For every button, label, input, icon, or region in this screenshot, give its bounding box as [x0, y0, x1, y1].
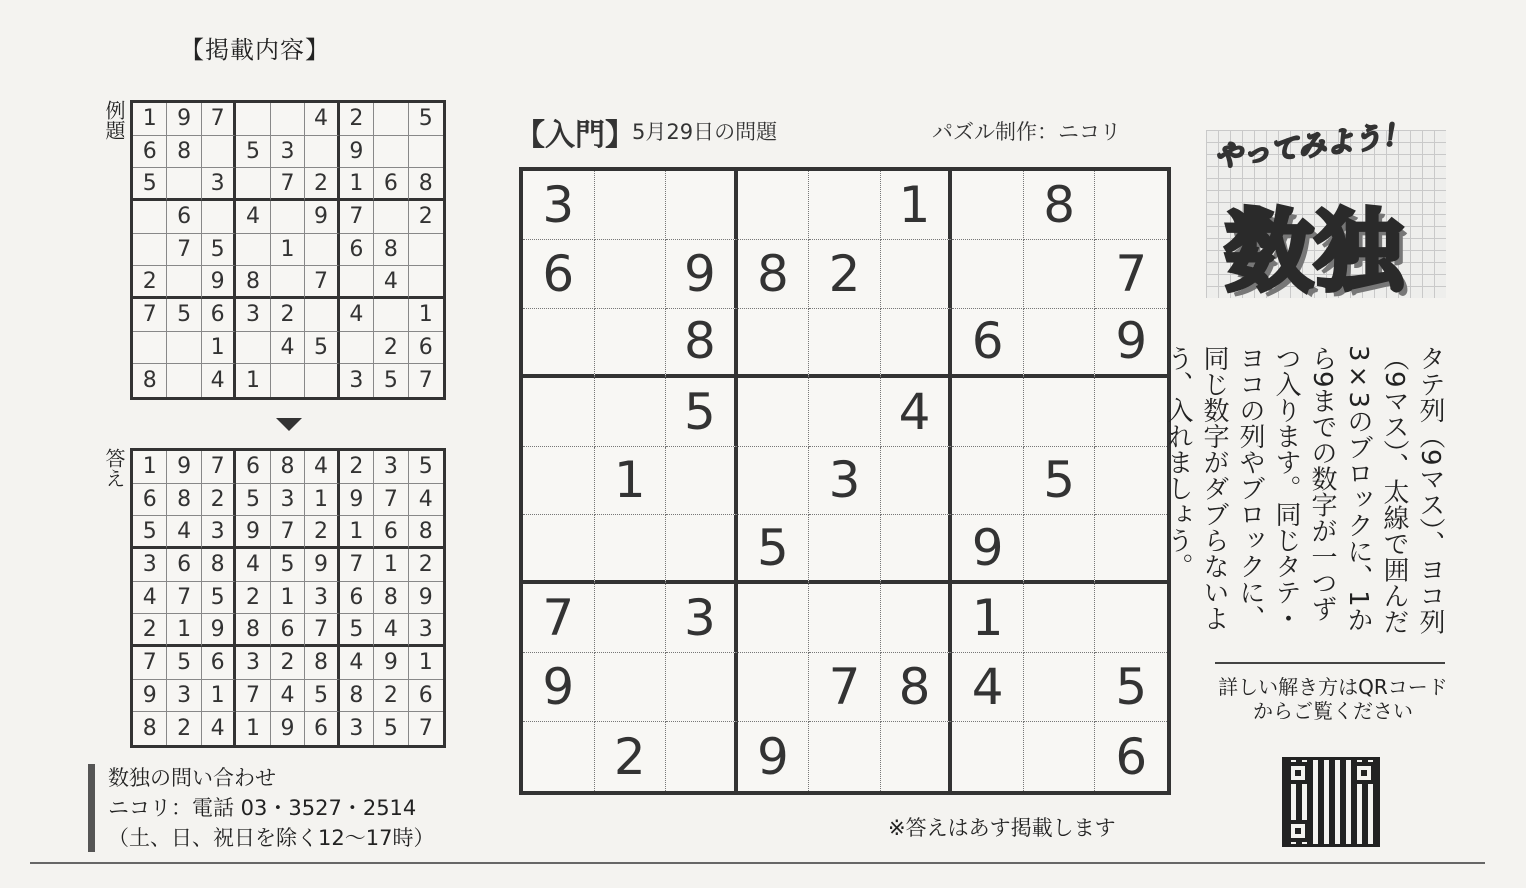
grid-cell — [952, 171, 1024, 240]
grid-cell: 5 — [374, 712, 408, 745]
grid-cell — [167, 332, 201, 365]
grid-cell — [595, 378, 667, 447]
down-arrow-icon — [276, 418, 302, 431]
grid-cell: 4 — [881, 378, 953, 447]
grid-cell — [881, 515, 953, 584]
grid-cell: 6 — [952, 309, 1024, 378]
grid-cell — [809, 171, 881, 240]
grid-cell: 4 — [271, 332, 305, 365]
grid-cell: 7 — [167, 582, 201, 615]
grid-cell — [1024, 309, 1096, 378]
grid-cell — [271, 103, 305, 136]
grid-cell: 3 — [409, 614, 443, 647]
grid-cell — [1024, 240, 1096, 309]
grid-cell: 7 — [305, 614, 339, 647]
grid-cell: 9 — [374, 647, 408, 680]
grid-cell — [523, 447, 595, 516]
grid-cell: 1 — [236, 364, 270, 397]
grid-cell: 9 — [409, 582, 443, 615]
grid-cell: 7 — [418, 368, 433, 394]
grid-cell — [809, 584, 881, 653]
contact-hours: （土、日、祝日を除く12〜17時） — [108, 826, 435, 850]
qr-code-icon[interactable] — [1282, 757, 1380, 847]
grid-cell: 9 — [340, 484, 374, 517]
grid-cell: 2 — [133, 266, 167, 299]
grid-cell: 5 — [271, 549, 305, 582]
grid-cell: 6 — [236, 451, 270, 484]
grid-cell — [409, 136, 443, 169]
grid-cell: 4 — [236, 549, 270, 582]
grid-cell — [738, 584, 810, 653]
grid-cell — [133, 201, 167, 234]
grid-cell — [1095, 584, 1167, 653]
grid-cell: 1 — [409, 299, 443, 332]
grid-cell: 9 — [305, 201, 339, 234]
grid-cell: 5 — [666, 378, 738, 447]
grid-cell — [809, 515, 881, 584]
grid-cell — [1024, 722, 1096, 791]
grid-cell: 6 — [271, 614, 305, 647]
grid-cell — [738, 447, 810, 516]
grid-cell — [374, 201, 408, 234]
grid-cell — [523, 515, 595, 584]
grid-cell: 2 — [409, 201, 443, 234]
footnote: ※答えはあす掲載します — [888, 816, 1116, 840]
grid-cell: 8 — [133, 712, 167, 745]
logo-tagline: やってみよう！ — [1212, 117, 1412, 174]
grid-cell: 5 — [374, 364, 408, 397]
grid-cell: 8 — [340, 680, 374, 713]
grid-cell — [202, 136, 236, 169]
grid-cell — [666, 171, 738, 240]
grid-cell: 3 — [374, 451, 408, 484]
grid-cell: 2 — [271, 647, 305, 680]
grid-cell — [738, 378, 810, 447]
grid-cell: 7 — [340, 549, 374, 582]
grid-cell: 5 — [133, 516, 167, 549]
qr-finder-icon — [1353, 762, 1375, 784]
grid-cell: 9 — [133, 680, 167, 713]
grid-cell: 6 — [167, 201, 201, 234]
grid-cell — [881, 722, 953, 791]
grid-cell: 9 — [305, 549, 339, 582]
grid-cell: 3 — [167, 680, 201, 713]
grid-cell: 6 — [409, 332, 443, 365]
grid-cell: 3 — [271, 136, 305, 169]
grid-cell — [167, 266, 201, 299]
grid-cell — [409, 266, 443, 299]
grid-cell: 7 — [202, 451, 236, 484]
grid-cell: 8 — [1024, 171, 1096, 240]
section-label: 【掲載内容】 — [180, 36, 330, 64]
grid-cell: 6 — [133, 136, 167, 169]
grid-cell — [523, 378, 595, 447]
grid-cell: 5 — [1095, 653, 1167, 722]
grid-cell — [523, 309, 595, 378]
grid-cell — [523, 722, 595, 791]
grid-cell: 8 — [666, 309, 738, 378]
grid-cell: 4 — [236, 201, 270, 234]
grid-cell — [881, 447, 953, 516]
grid-cell: 2 — [374, 680, 408, 713]
grid-cell: 9 — [167, 451, 201, 484]
grid-cell: 6 — [305, 712, 339, 745]
contact-bar — [88, 764, 95, 852]
grid-cell — [881, 309, 953, 378]
grid-cell: 3 — [236, 299, 270, 332]
example-label: 例題 — [102, 100, 126, 140]
grid-cell: 3 — [133, 549, 167, 582]
grid-cell: 8 — [305, 647, 339, 680]
grid-cell: 3 — [666, 584, 738, 653]
grid-cell: 6 — [409, 680, 443, 713]
grid-cell: 1 — [305, 484, 339, 517]
grid-cell: 8 — [271, 451, 305, 484]
grid-cell: 7 — [305, 266, 339, 299]
grid-cell: 9 — [236, 516, 270, 549]
grid-cell: 9 — [738, 722, 810, 791]
grid-cell: 9 — [666, 240, 738, 309]
bottom-rule — [30, 862, 1485, 864]
grid-cell — [236, 168, 270, 201]
grid-cell: 3 — [809, 447, 881, 516]
grid-cell — [952, 378, 1024, 447]
grid-cell: 2 — [271, 299, 305, 332]
grid-cell: 2 — [809, 240, 881, 309]
grid-cell: 1 — [236, 712, 270, 745]
grid-cell: 8 — [133, 364, 167, 397]
grid-cell: 4 — [305, 451, 339, 484]
grid-cell: 2 — [595, 722, 667, 791]
grid-cell: 7 — [167, 234, 201, 267]
grid-cell: 4 — [167, 516, 201, 549]
grid-cell — [167, 168, 201, 201]
grid-cell — [374, 103, 408, 136]
grid-cell: 3 — [202, 516, 236, 549]
grid-cell — [595, 171, 667, 240]
grid-cell: 8 — [167, 484, 201, 517]
grid-cell — [133, 234, 167, 267]
grid-cell: 7 — [809, 653, 881, 722]
grid-cell: 4 — [133, 582, 167, 615]
answer-grid — [130, 448, 446, 748]
grid-cell: 3 — [340, 364, 374, 397]
grid-cell — [271, 201, 305, 234]
grid-cell: 6 — [202, 299, 236, 332]
qr-finder-icon — [1287, 820, 1309, 842]
grid-cell: 5 — [202, 582, 236, 615]
grid-cell: 7 — [418, 716, 433, 742]
grid-cell — [952, 240, 1024, 309]
grid-cell: 4 — [340, 647, 374, 680]
puzzle-grid — [519, 167, 1171, 795]
grid-cell: 5 — [305, 332, 339, 365]
grid-cell: 5 — [409, 451, 443, 484]
grid-cell: 5 — [1024, 447, 1096, 516]
grid-cell: 7 — [523, 584, 595, 653]
grid-cell — [271, 266, 305, 299]
grid-cell: 5 — [738, 515, 810, 584]
grid-cell: 1 — [167, 614, 201, 647]
grid-cell: 5 — [340, 614, 374, 647]
grid-cell — [374, 136, 408, 169]
divider — [1215, 662, 1445, 664]
grid-cell: 8 — [236, 266, 270, 299]
grid-cell — [236, 103, 270, 136]
grid-cell: 5 — [305, 680, 339, 713]
grid-cell: 9 — [202, 614, 236, 647]
grid-cell: 6 — [523, 240, 595, 309]
example-grid — [130, 100, 446, 400]
grid-cell: 2 — [305, 168, 339, 201]
contact-phone: ニコリ：電話 03・3527・2514 — [108, 796, 417, 820]
grid-cell: 7 — [1095, 240, 1167, 309]
grid-cell: 6 — [374, 516, 408, 549]
grid-cell: 8 — [738, 240, 810, 309]
grid-cell — [167, 364, 201, 397]
grid-cell — [881, 240, 953, 309]
grid-cell — [809, 722, 881, 791]
grid-cell: 1 — [271, 582, 305, 615]
grid-cell: 6 — [374, 168, 408, 201]
grid-cell — [236, 234, 270, 267]
grid-cell — [595, 515, 667, 584]
contact-title: 数独の問い合わせ — [108, 766, 276, 790]
grid-cell — [952, 447, 1024, 516]
grid-cell: 4 — [202, 364, 236, 397]
grid-cell: 9 — [202, 266, 236, 299]
grid-cell: 1 — [340, 168, 374, 201]
grid-cell: 5 — [167, 299, 201, 332]
grid-cell: 8 — [236, 614, 270, 647]
grid-cell: 1 — [133, 451, 167, 484]
grid-cell: 6 — [202, 647, 236, 680]
grid-cell: 7 — [374, 484, 408, 517]
logo-title: 数独 — [1225, 200, 1406, 303]
grid-cell: 4 — [202, 712, 236, 745]
grid-cell — [595, 584, 667, 653]
grid-cell: 9 — [271, 712, 305, 745]
puzzle-level: 【入門】 — [515, 118, 635, 153]
grid-cell — [1095, 171, 1167, 240]
grid-cell: 8 — [409, 168, 443, 201]
grid-cell — [409, 234, 443, 267]
grid-cell: 4 — [340, 299, 374, 332]
grid-cell — [1095, 515, 1167, 584]
grid-cell: 6 — [340, 234, 374, 267]
grid-cell — [738, 309, 810, 378]
grid-cell: 4 — [374, 614, 408, 647]
grid-cell: 3 — [305, 582, 339, 615]
grid-cell: 7 — [202, 103, 236, 136]
grid-cell: 1 — [202, 680, 236, 713]
grid-cell: 2 — [133, 614, 167, 647]
grid-cell — [202, 201, 236, 234]
grid-cell — [666, 515, 738, 584]
grid-cell — [374, 299, 408, 332]
grid-cell: 8 — [167, 136, 201, 169]
grid-cell: 7 — [133, 299, 167, 332]
grid-cell — [271, 364, 305, 397]
grid-cell — [133, 332, 167, 365]
grid-cell — [305, 299, 339, 332]
grid-cell: 1 — [133, 103, 167, 136]
grid-cell — [305, 364, 339, 397]
grid-cell: 3 — [236, 647, 270, 680]
grid-cell: 9 — [1095, 309, 1167, 378]
grid-cell: 2 — [374, 332, 408, 365]
grid-cell: 7 — [236, 680, 270, 713]
grid-cell: 3 — [271, 484, 305, 517]
grid-cell — [1024, 378, 1096, 447]
grid-cell: 1 — [881, 171, 953, 240]
grid-cell: 8 — [374, 582, 408, 615]
grid-cell: 3 — [340, 712, 374, 745]
grid-cell: 7 — [271, 168, 305, 201]
grid-cell: 7 — [271, 516, 305, 549]
grid-cell: 8 — [881, 653, 953, 722]
grid-cell: 1 — [202, 332, 236, 365]
grid-cell: 8 — [374, 234, 408, 267]
grid-cell — [809, 378, 881, 447]
grid-cell — [809, 309, 881, 378]
grid-cell — [305, 234, 339, 267]
grid-cell: 1 — [409, 647, 443, 680]
grid-cell: 2 — [305, 516, 339, 549]
instructions: タテ列（9マス）、ヨコ列（9マス）、太線で囲んだ3×3のブロックに、1から9までの数字が一つずつ入ります。同じタテ・ヨコの列やブロックに、同じ数字がダブらないよう、入れましょう。 — [1163, 345, 1445, 635]
grid-cell: 4 — [271, 680, 305, 713]
grid-cell: 5 — [236, 484, 270, 517]
grid-cell: 4 — [409, 484, 443, 517]
grid-cell — [666, 447, 738, 516]
grid-cell: 5 — [167, 647, 201, 680]
grid-cell: 9 — [340, 136, 374, 169]
puzzle-date: 5月29日の問題 — [632, 120, 778, 144]
qr-caption: 詳しい解き方はQRコードからご覧ください — [1218, 675, 1448, 723]
grid-cell — [595, 240, 667, 309]
grid-cell: 8 — [409, 516, 443, 549]
grid-cell: 3 — [202, 168, 236, 201]
grid-cell: 4 — [952, 653, 1024, 722]
grid-cell: 2 — [167, 712, 201, 745]
grid-cell: 6 — [133, 484, 167, 517]
grid-cell: 2 — [409, 549, 443, 582]
grid-cell — [666, 653, 738, 722]
grid-cell: 5 — [133, 168, 167, 201]
grid-cell: 5 — [236, 136, 270, 169]
grid-cell: 6 — [1115, 727, 1148, 786]
grid-cell — [666, 722, 738, 791]
grid-cell: 4 — [305, 103, 339, 136]
grid-cell — [1024, 653, 1096, 722]
grid-cell — [1095, 378, 1167, 447]
grid-cell — [1095, 447, 1167, 516]
grid-cell: 8 — [202, 549, 236, 582]
grid-cell — [881, 584, 953, 653]
answer-label: 答え — [102, 448, 126, 488]
grid-cell: 9 — [167, 103, 201, 136]
grid-cell — [340, 266, 374, 299]
grid-cell — [305, 136, 339, 169]
grid-cell — [340, 332, 374, 365]
grid-cell: 5 — [409, 103, 443, 136]
grid-cell: 7 — [340, 201, 374, 234]
grid-cell: 9 — [523, 653, 595, 722]
grid-cell: 1 — [952, 584, 1024, 653]
puzzle-credit: パズル制作：ニコリ — [932, 120, 1121, 144]
grid-cell: 1 — [374, 549, 408, 582]
grid-cell: 4 — [374, 266, 408, 299]
grid-cell — [595, 653, 667, 722]
grid-cell — [1024, 584, 1096, 653]
grid-cell: 7 — [133, 647, 167, 680]
grid-cell: 1 — [340, 516, 374, 549]
grid-cell — [738, 653, 810, 722]
grid-cell: 2 — [236, 582, 270, 615]
grid-cell: 1 — [271, 234, 305, 267]
qr-finder-icon — [1287, 762, 1309, 784]
grid-cell — [952, 722, 1024, 791]
grid-cell — [236, 332, 270, 365]
grid-cell — [1024, 515, 1096, 584]
grid-cell: 2 — [340, 451, 374, 484]
grid-cell: 6 — [167, 549, 201, 582]
grid-cell: 6 — [340, 582, 374, 615]
grid-cell: 5 — [202, 234, 236, 267]
grid-cell: 2 — [202, 484, 236, 517]
grid-cell: 1 — [595, 447, 667, 516]
grid-cell: 3 — [523, 171, 595, 240]
grid-cell — [595, 309, 667, 378]
grid-cell: 2 — [340, 103, 374, 136]
grid-cell — [738, 171, 810, 240]
grid-cell: 9 — [952, 515, 1024, 584]
